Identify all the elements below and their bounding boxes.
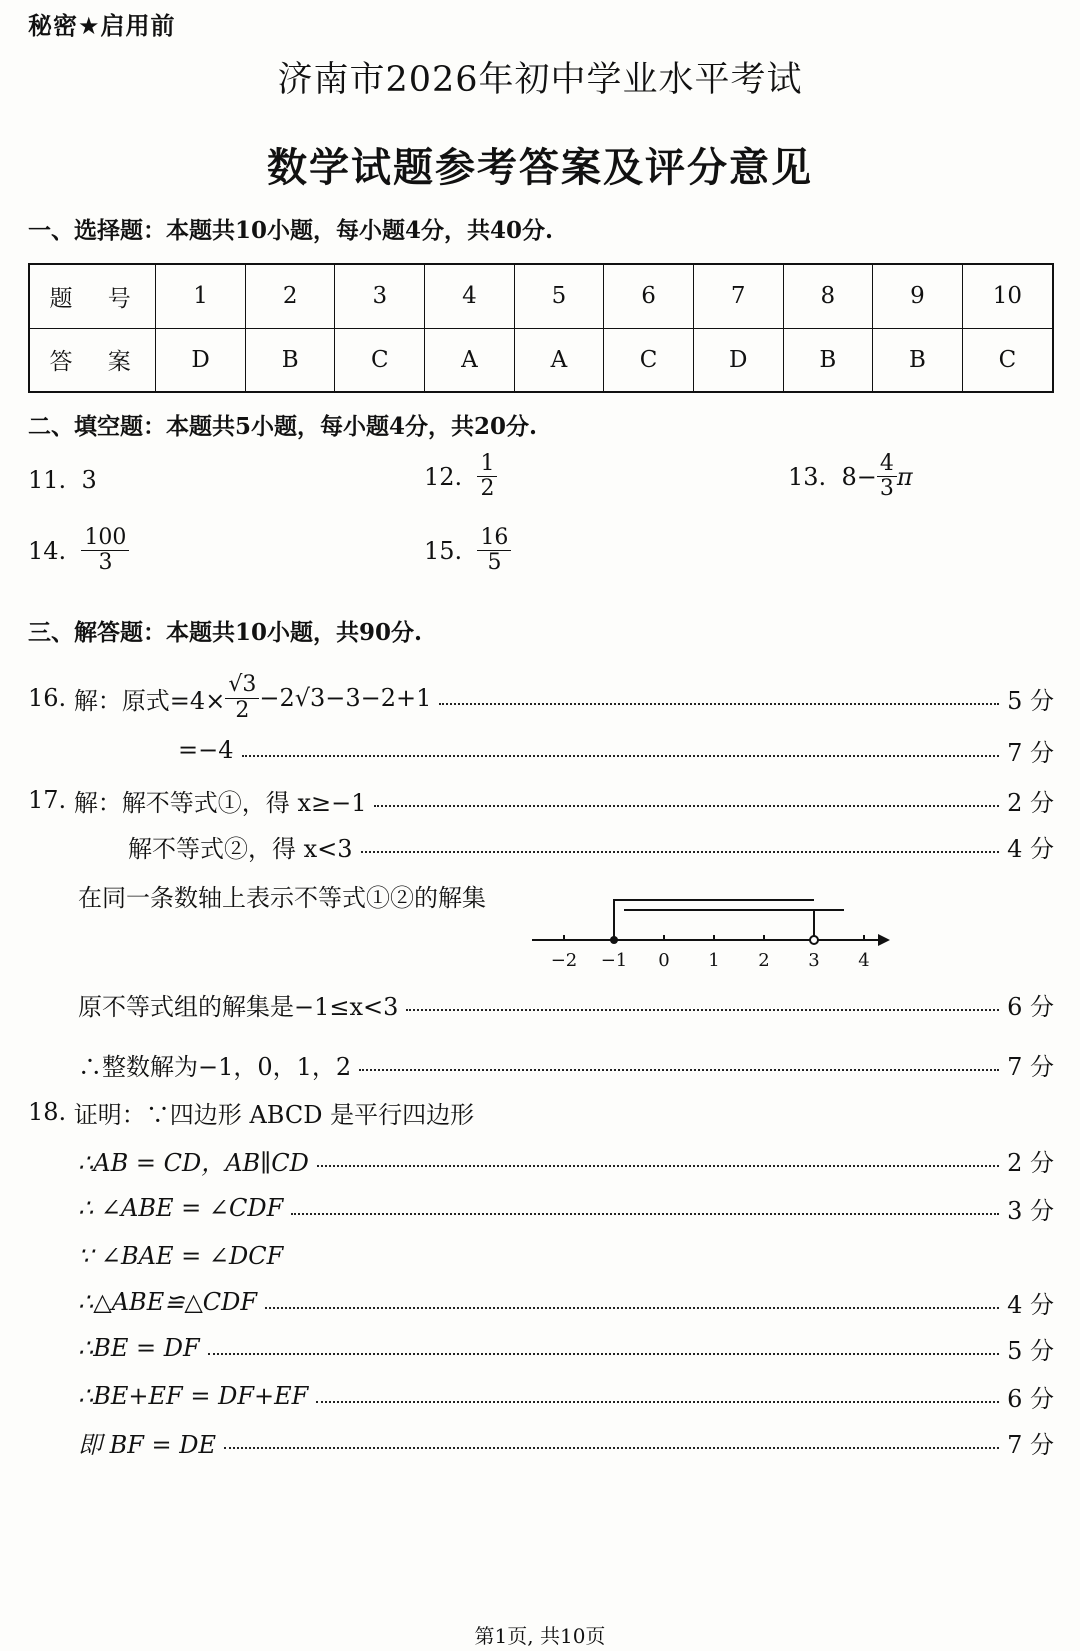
answer-cell: D	[693, 328, 783, 392]
answer-12	[424, 452, 497, 501]
dot-leader	[317, 1165, 999, 1167]
row-label: 答 案	[29, 328, 156, 392]
section1-heading: 一、选择题：本题共10小题，每小题4分，共40分.	[28, 217, 554, 244]
q18-line5	[78, 1328, 1054, 1368]
section3-heading: 三、解答题：本题共10小题，共90分.	[28, 619, 423, 646]
axis-tick-label: 1	[708, 950, 720, 971]
axis-tick-label: 2	[758, 950, 770, 971]
q18-line1	[78, 1140, 1054, 1180]
question-number: 1	[156, 264, 246, 328]
answer-11	[28, 466, 97, 494]
fraction	[225, 673, 259, 722]
answer-value: 3	[81, 466, 97, 494]
dot-leader	[291, 1213, 999, 1215]
question-number: 12.	[424, 462, 463, 491]
denominator: 2	[480, 476, 495, 502]
score: 4 分	[1007, 1290, 1054, 1319]
axis-tick-label: −1	[600, 950, 628, 971]
answer-cell: B	[783, 328, 873, 392]
q17-line5	[78, 1044, 1054, 1084]
axis-tick-label: 3	[808, 950, 820, 971]
answer-cell: C	[335, 328, 425, 392]
dot-leader	[316, 1401, 999, 1403]
question-number: 9	[873, 264, 963, 328]
expression: =−4	[178, 736, 234, 764]
expression: ∴ ∠ABE = ∠CDF	[78, 1194, 284, 1222]
numerator: 4	[877, 452, 897, 477]
question-number: 6	[604, 264, 694, 328]
question-number: 18.	[28, 1098, 67, 1126]
axis-arrow	[878, 934, 890, 946]
fraction	[877, 452, 897, 501]
row-label: 题 号	[29, 264, 156, 328]
answer-cell: C	[604, 328, 694, 392]
table-row-numbers	[29, 264, 1053, 328]
question-number: 13.	[788, 462, 827, 491]
fraction	[477, 452, 497, 501]
solution-label: 解：	[73, 788, 122, 817]
number-line	[520, 880, 890, 980]
answer-15	[424, 526, 511, 575]
expression: ∴BE = DF	[78, 1334, 200, 1362]
q17-line1	[28, 780, 1054, 820]
score: 4 分	[1007, 834, 1054, 863]
question-number: 4	[425, 264, 515, 328]
score: 2 分	[1007, 1148, 1054, 1177]
q16-line1	[28, 670, 1054, 726]
dot-leader	[359, 1069, 999, 1071]
question-number: 14.	[28, 536, 67, 565]
open-point	[810, 936, 818, 944]
score: 3 分	[1007, 1196, 1054, 1225]
solution-ray-left	[614, 900, 814, 940]
solution-label: 解：	[73, 686, 122, 715]
question-number: 16.	[28, 684, 67, 712]
answer-14	[28, 526, 129, 575]
question-number: 5	[514, 264, 604, 328]
dot-leader	[361, 851, 1000, 853]
answer-cell: A	[425, 328, 515, 392]
numerator: √3	[225, 673, 259, 698]
question-number: 15.	[424, 536, 463, 565]
expression: ∴整数解为−1，0，1，2	[78, 1052, 352, 1081]
axis-tick-label: 0	[658, 950, 670, 971]
fraction	[477, 526, 511, 575]
page-number: 第1页, 共10页	[474, 1624, 606, 1648]
answer-table	[28, 263, 1054, 393]
section2-heading: 二、填空题：本题共5小题，每小题4分，共20分.	[28, 413, 538, 440]
expr-prefix: 8−	[841, 462, 877, 491]
dot-leader	[224, 1447, 999, 1449]
answer-cell: A	[514, 328, 604, 392]
numerator: 1	[477, 452, 497, 477]
dot-leader	[208, 1353, 999, 1355]
expr-prefix: 原式=4×	[121, 686, 226, 715]
document-subtitle: 数学试题参考答案及评分意见	[267, 144, 813, 191]
question-number: 10	[962, 264, 1053, 328]
expr-suffix: −2√3−3−2+1	[259, 684, 432, 712]
answer-13	[788, 452, 913, 501]
q17-line4	[78, 984, 1054, 1024]
expression: 解不等式②，得 x<3	[128, 834, 353, 863]
question-number: 7	[693, 264, 783, 328]
axis-tick-label: 4	[858, 950, 870, 971]
score: 7 分	[1007, 1052, 1054, 1081]
answer-cell: B	[873, 328, 963, 392]
expression: 证明：∵四边形 ABCD 是平行四边形	[73, 1100, 475, 1129]
q17-line3: 在同一条数轴上表示不等式①②的解集	[78, 884, 486, 912]
score: 5 分	[1007, 686, 1054, 715]
q18-line6	[78, 1376, 1054, 1416]
score: 6 分	[1007, 992, 1054, 1021]
expression: 解不等式①，得 x≥−1	[121, 788, 367, 817]
fraction	[81, 526, 129, 575]
denominator: 5	[487, 550, 502, 576]
dot-leader	[242, 755, 1000, 757]
score: 2 分	[1007, 788, 1054, 817]
q18-line4	[78, 1282, 1054, 1322]
q17-line2	[128, 826, 1054, 866]
q18-line7	[78, 1422, 1054, 1462]
q16-line2	[178, 730, 1054, 770]
numerator: 100	[81, 526, 129, 551]
closed-point	[610, 936, 618, 944]
score: 7 分	[1007, 1430, 1054, 1459]
dot-leader	[439, 703, 999, 705]
secret-label: 秘密★启用前	[28, 12, 176, 40]
expression: 即 BF = DE	[78, 1430, 217, 1459]
q18-line2	[78, 1188, 1054, 1228]
axis-tick-label: −2	[550, 950, 578, 971]
denominator: 2	[235, 697, 250, 723]
question-number: 17.	[28, 786, 67, 814]
denominator: 3	[98, 550, 113, 576]
question-number: 8	[783, 264, 873, 328]
expression: ∴△ABE≌△CDF	[78, 1288, 258, 1316]
dot-leader	[374, 805, 999, 807]
pi-symbol: π	[896, 462, 913, 491]
expression: ∴BE+EF = DF+EF	[78, 1382, 309, 1410]
numerator: 16	[477, 526, 511, 551]
dot-leader	[265, 1307, 999, 1309]
denominator: 3	[879, 476, 894, 502]
question-number: 3	[335, 264, 425, 328]
answer-cell: D	[156, 328, 246, 392]
question-number: 11.	[28, 466, 67, 494]
answer-cell: C	[962, 328, 1053, 392]
score: 5 分	[1007, 1336, 1054, 1365]
solution-ray-right	[624, 910, 814, 940]
table-row-answers	[29, 328, 1053, 392]
q18-line0	[28, 1092, 1054, 1132]
score: 7 分	[1007, 738, 1054, 767]
answer-cell: B	[245, 328, 335, 392]
expression: ∵ ∠BAE = ∠DCF	[78, 1242, 284, 1270]
exam-title: 济南市2026年初中学业水平考试	[277, 60, 803, 100]
expression: 原不等式组的解集是−1≤x<3	[78, 992, 399, 1021]
dot-leader	[406, 1009, 999, 1011]
expression: ∴AB = CD，AB∥CD	[78, 1148, 309, 1177]
question-number: 2	[245, 264, 335, 328]
score: 6 分	[1007, 1384, 1054, 1413]
q18-line3	[78, 1236, 1054, 1276]
